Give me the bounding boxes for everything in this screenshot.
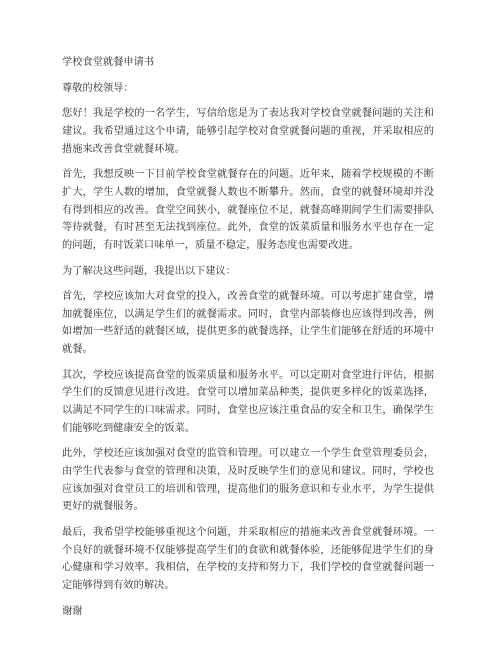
paragraph-suggestion-management: 此外，学校还应该加强对食堂的监管和管理。可以建立一个学生食堂管理委员会，由学生代表参与食堂的管理和决策，及时反映学生们的意见和建议。同时，学校也应该加强对食堂员工的培训和管理，提高他们的服务意识和专业水平，为学生提供更好的就餐服务。	[62, 448, 434, 513]
paragraph-problems: 首先，我想反映一下目前学校食堂就餐存在的问题。近年来，随着学校规模的不断扩大，学生人数的增加，食堂就餐人数也不断攀升。然而，食堂的就餐环境却并没有得到相应的改善。食堂空间狭小，就餐座位不足，就餐高峰期间学生们需要排队等待就餐，有时甚至无法找到座位。此外，食堂的饭菜质量和服务水平也存在一定的问题，有时饭菜口味单一，质量不稳定，服务态度也需要改进。	[62, 169, 434, 251]
application-letter	[62, 54, 434, 628]
paragraph-greeting: 您好！我是学校的一名学生，写信给您是为了表达我对学校食堂就餐问题的关注和建议。我希望通过这个申请，能够引起学校对食堂就餐问题的重视，并采取相应的措施来改善食堂就餐环境。	[62, 108, 434, 155]
letter-title: 学校食堂就餐申请书	[62, 57, 155, 68]
paragraph-suggestions-intro: 为了解决这些问题，我提出以下建议：	[62, 265, 237, 277]
salutation: 尊敬的校领导：	[62, 82, 134, 94]
paragraph-suggestion-quality: 其次，学校应该提高食堂的饭菜质量和服务水平。可以定期对食堂进行评估，根据学生们的反馈意见进行改进。食堂可以增加菜品种类，提供更多样化的饭菜选择，以满足不同学生的口味需求。同时，食堂也应该注重食品的安全和卫生，确保学生们能够吃到健康安全的饭菜。	[62, 369, 434, 434]
closing-thanks: 谢谢	[62, 605, 83, 617]
paragraph-suggestion-investment: 首先，学校应该加大对食堂的投入，改善食堂的就餐环境。可以考虑扩建食堂，增加就餐座位，以满足学生们的就餐需求。同时，食堂内部装修也应该得到改善，例如增加一些舒适的就餐区域，提供更多的就餐选择，让学生们能够在舒适的环境中就餐。	[62, 291, 434, 356]
paragraph-conclusion: 最后，我希望学校能够重视这个问题，并采取相应的措施来改善食堂就餐环境。一个良好的就餐环境不仅能够提高学生们的食欲和就餐体验，还能够促进学生们的身心健康和学习效率。我相信，在学校的支持和努力下，我们学校的食堂就餐问题一定能够得到有效的解决。	[62, 526, 434, 591]
